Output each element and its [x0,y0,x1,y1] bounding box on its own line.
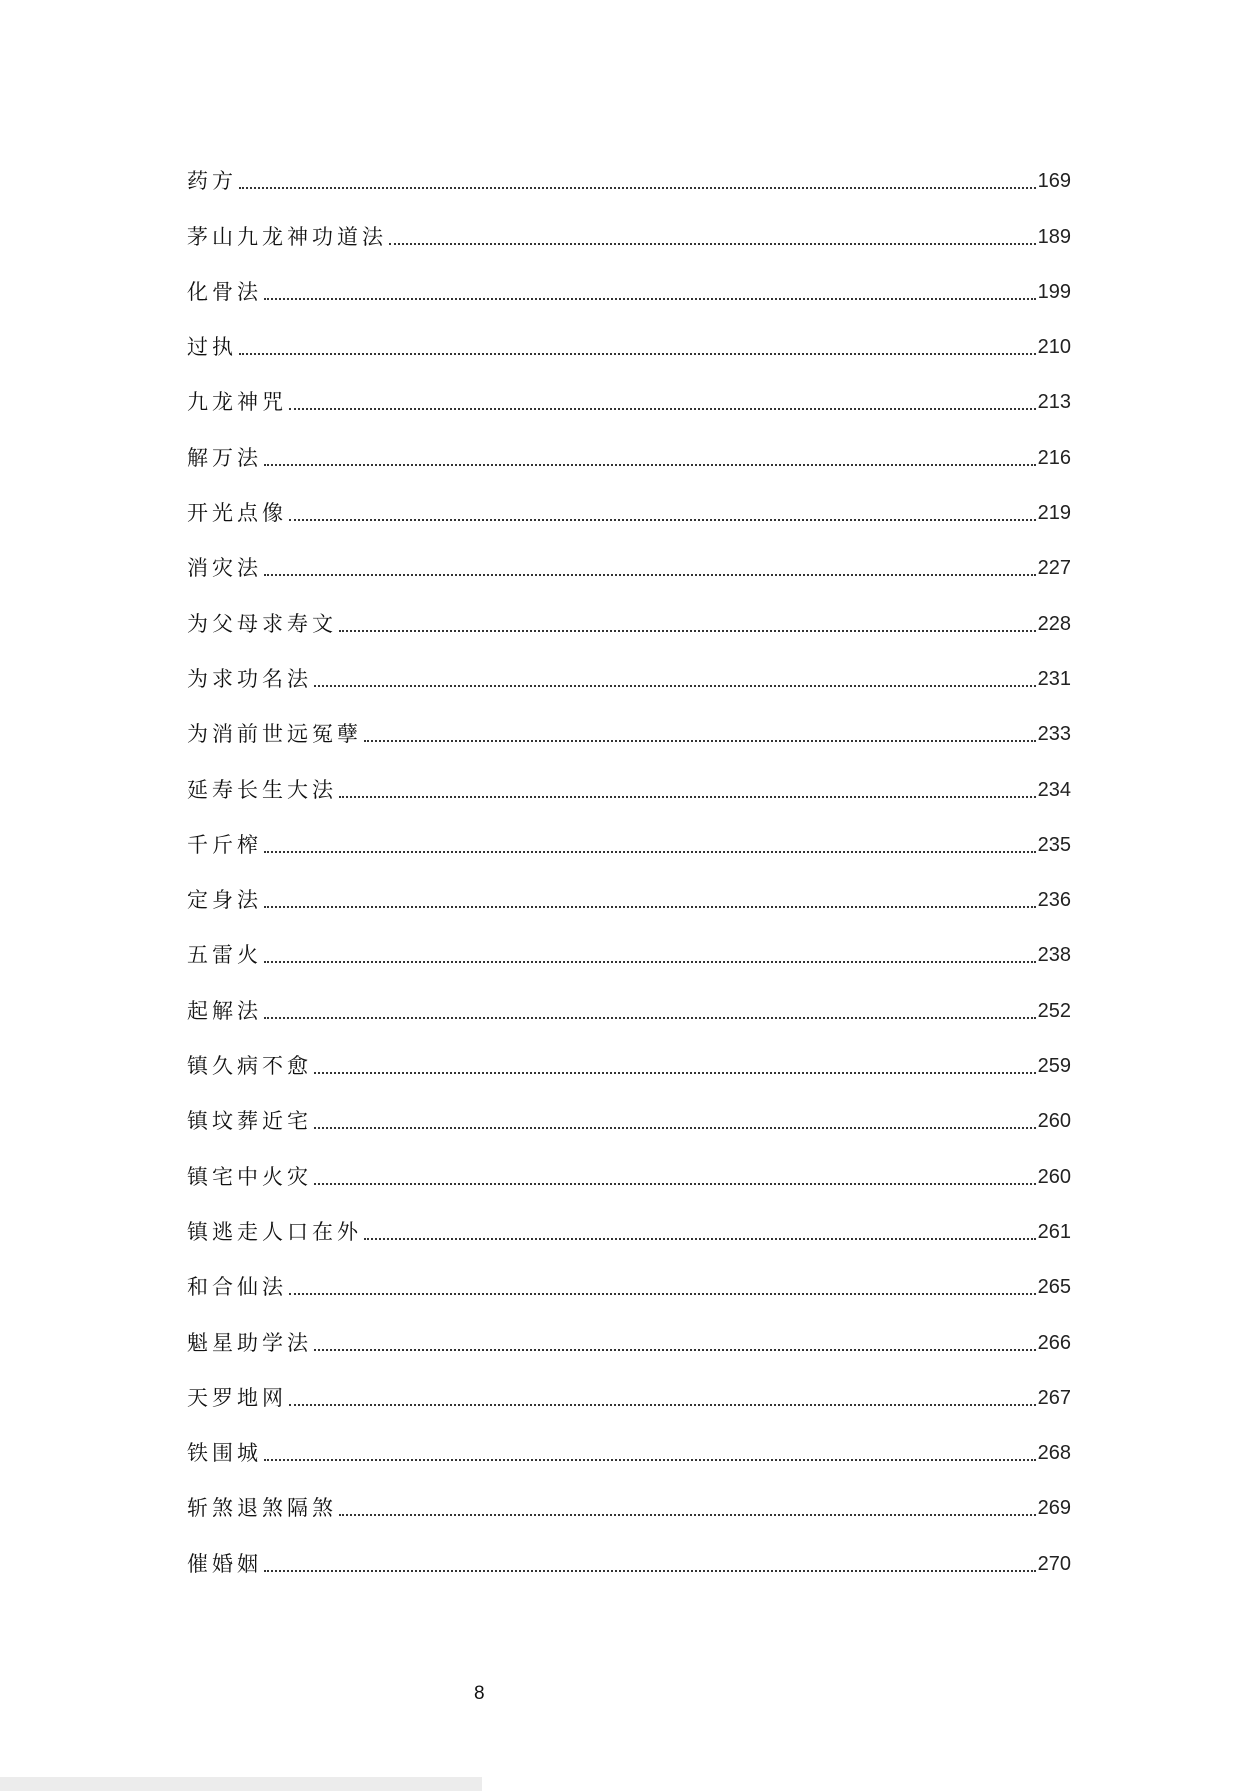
toc-entry-page: 260 [1037,1110,1071,1133]
toc-dot-leader [339,1513,1036,1516]
toc-dot-leader [339,629,1036,632]
toc-entry-page: 252 [1037,999,1071,1022]
toc-entry-page: 266 [1037,1331,1071,1354]
toc-entry-page: 231 [1037,667,1071,690]
toc-entry-title: 为父母求寿文 [187,611,337,636]
toc-entry-title: 镇久病不愈 [187,1054,312,1079]
toc-entry-page: 169 [1037,170,1071,193]
toc-entry[interactable] [187,211,1071,266]
toc-entry-page: 199 [1037,280,1071,303]
toc-dot-leader [314,1348,1036,1351]
toc-entry-page: 238 [1037,944,1071,967]
toc-entry-title: 镇逃走人口在外 [187,1219,362,1244]
table-of-contents [187,156,1071,1594]
toc-entry[interactable] [187,1317,1071,1372]
toc-entry-title: 斩煞退煞隔煞 [187,1496,337,1521]
toc-dot-leader [264,463,1036,466]
toc-entry-page: 227 [1037,557,1071,580]
toc-dot-leader [264,960,1036,963]
toc-entry-title: 催婚姻 [187,1551,262,1576]
toc-entry-page: 235 [1037,833,1071,856]
toc-entry-title: 五雷火 [187,943,262,968]
toc-entry-title: 开光点像 [187,501,287,526]
toc-entry-title: 延寿长生大法 [187,777,337,802]
toc-entry-title: 九龙神咒 [187,390,287,415]
toc-dot-leader [314,1182,1036,1185]
toc-entry-title: 镇坟葬近宅 [187,1109,312,1134]
toc-entry-page: 189 [1037,225,1071,248]
toc-entry-page: 268 [1037,1442,1071,1465]
toc-entry-page: 269 [1037,1497,1071,1520]
toc-entry-page: 228 [1037,612,1071,635]
toc-entry[interactable] [187,1428,1071,1483]
toc-entry[interactable] [187,488,1071,543]
toc-entry[interactable] [187,322,1071,377]
toc-dot-leader [239,352,1036,355]
toc-entry-page: 216 [1037,446,1071,469]
toc-entry-title: 魁星助学法 [187,1330,312,1355]
toc-entry-title: 起解法 [187,998,262,1023]
toc-entry-page: 259 [1037,1055,1071,1078]
toc-entry-page: 265 [1037,1276,1071,1299]
toc-entry-title: 过执 [187,335,237,360]
toc-entry-title: 定身法 [187,888,262,913]
toc-dot-leader [314,1126,1036,1129]
toc-entry[interactable] [187,1538,1071,1593]
page-number: 8 [474,1683,485,1704]
toc-entry[interactable] [187,267,1071,322]
toc-entry-title: 药方 [187,169,237,194]
toc-dot-leader [364,739,1036,742]
toc-entry-page: 219 [1037,502,1071,525]
toc-entry-page: 233 [1037,723,1071,746]
toc-entry[interactable] [187,875,1071,930]
toc-entry-page: 267 [1037,1386,1071,1409]
toc-entry[interactable] [187,377,1071,432]
toc-entry[interactable] [187,1207,1071,1262]
toc-dot-leader [289,518,1036,521]
toc-dot-leader [289,407,1036,410]
toc-dot-leader [339,795,1036,798]
toc-entry[interactable] [187,432,1071,487]
toc-entry[interactable] [187,1373,1071,1428]
toc-dot-leader [314,1071,1036,1074]
toc-dot-leader [264,1458,1036,1461]
toc-entry-title: 化骨法 [187,279,262,304]
toc-entry-title: 解万法 [187,445,262,470]
toc-entry-title: 镇宅中火灾 [187,1164,312,1189]
toc-entry[interactable] [187,543,1071,598]
toc-dot-leader [264,1016,1036,1019]
toc-dot-leader [264,905,1036,908]
toc-entry[interactable] [187,1096,1071,1151]
toc-entry[interactable] [187,985,1071,1040]
toc-entry-title: 茅山九龙神功道法 [187,224,387,249]
toc-entry-page: 260 [1037,1165,1071,1188]
toc-entry[interactable] [187,1151,1071,1206]
toc-entry[interactable] [187,156,1071,211]
toc-entry[interactable] [187,930,1071,985]
toc-dot-leader [314,684,1036,687]
toc-entry-title: 和合仙法 [187,1275,287,1300]
toc-entry-title: 天罗地网 [187,1385,287,1410]
toc-entry-page: 234 [1037,778,1071,801]
toc-entry-page: 210 [1037,336,1071,359]
toc-entry-title: 千斤榨 [187,832,262,857]
toc-entry[interactable] [187,654,1071,709]
toc-entry-page: 261 [1037,1220,1071,1243]
toc-dot-leader [289,1292,1036,1295]
toc-entry[interactable] [187,1041,1071,1096]
toc-entry[interactable] [187,709,1071,764]
bottom-scroll-strip [0,1777,482,1791]
toc-entry[interactable] [187,1262,1071,1317]
toc-entry-page: 270 [1037,1552,1071,1575]
toc-entry-title: 铁围城 [187,1441,262,1466]
toc-dot-leader [289,1403,1036,1406]
toc-dot-leader [239,186,1036,189]
toc-dot-leader [364,1237,1036,1240]
toc-dot-leader [264,297,1036,300]
toc-dot-leader [264,850,1036,853]
toc-entry[interactable] [187,764,1071,819]
toc-dot-leader [264,1569,1036,1572]
toc-entry-page: 236 [1037,889,1071,912]
toc-dot-leader [389,242,1036,245]
toc-entry[interactable] [187,1483,1071,1538]
toc-entry-page: 213 [1037,391,1071,414]
toc-entry-title: 为求功名法 [187,666,312,691]
toc-dot-leader [264,573,1036,576]
toc-entry-title: 为消前世远冤孽 [187,722,362,747]
toc-entry-title: 消灾法 [187,556,262,581]
toc-entry[interactable] [187,820,1071,875]
toc-entry[interactable] [187,598,1071,653]
